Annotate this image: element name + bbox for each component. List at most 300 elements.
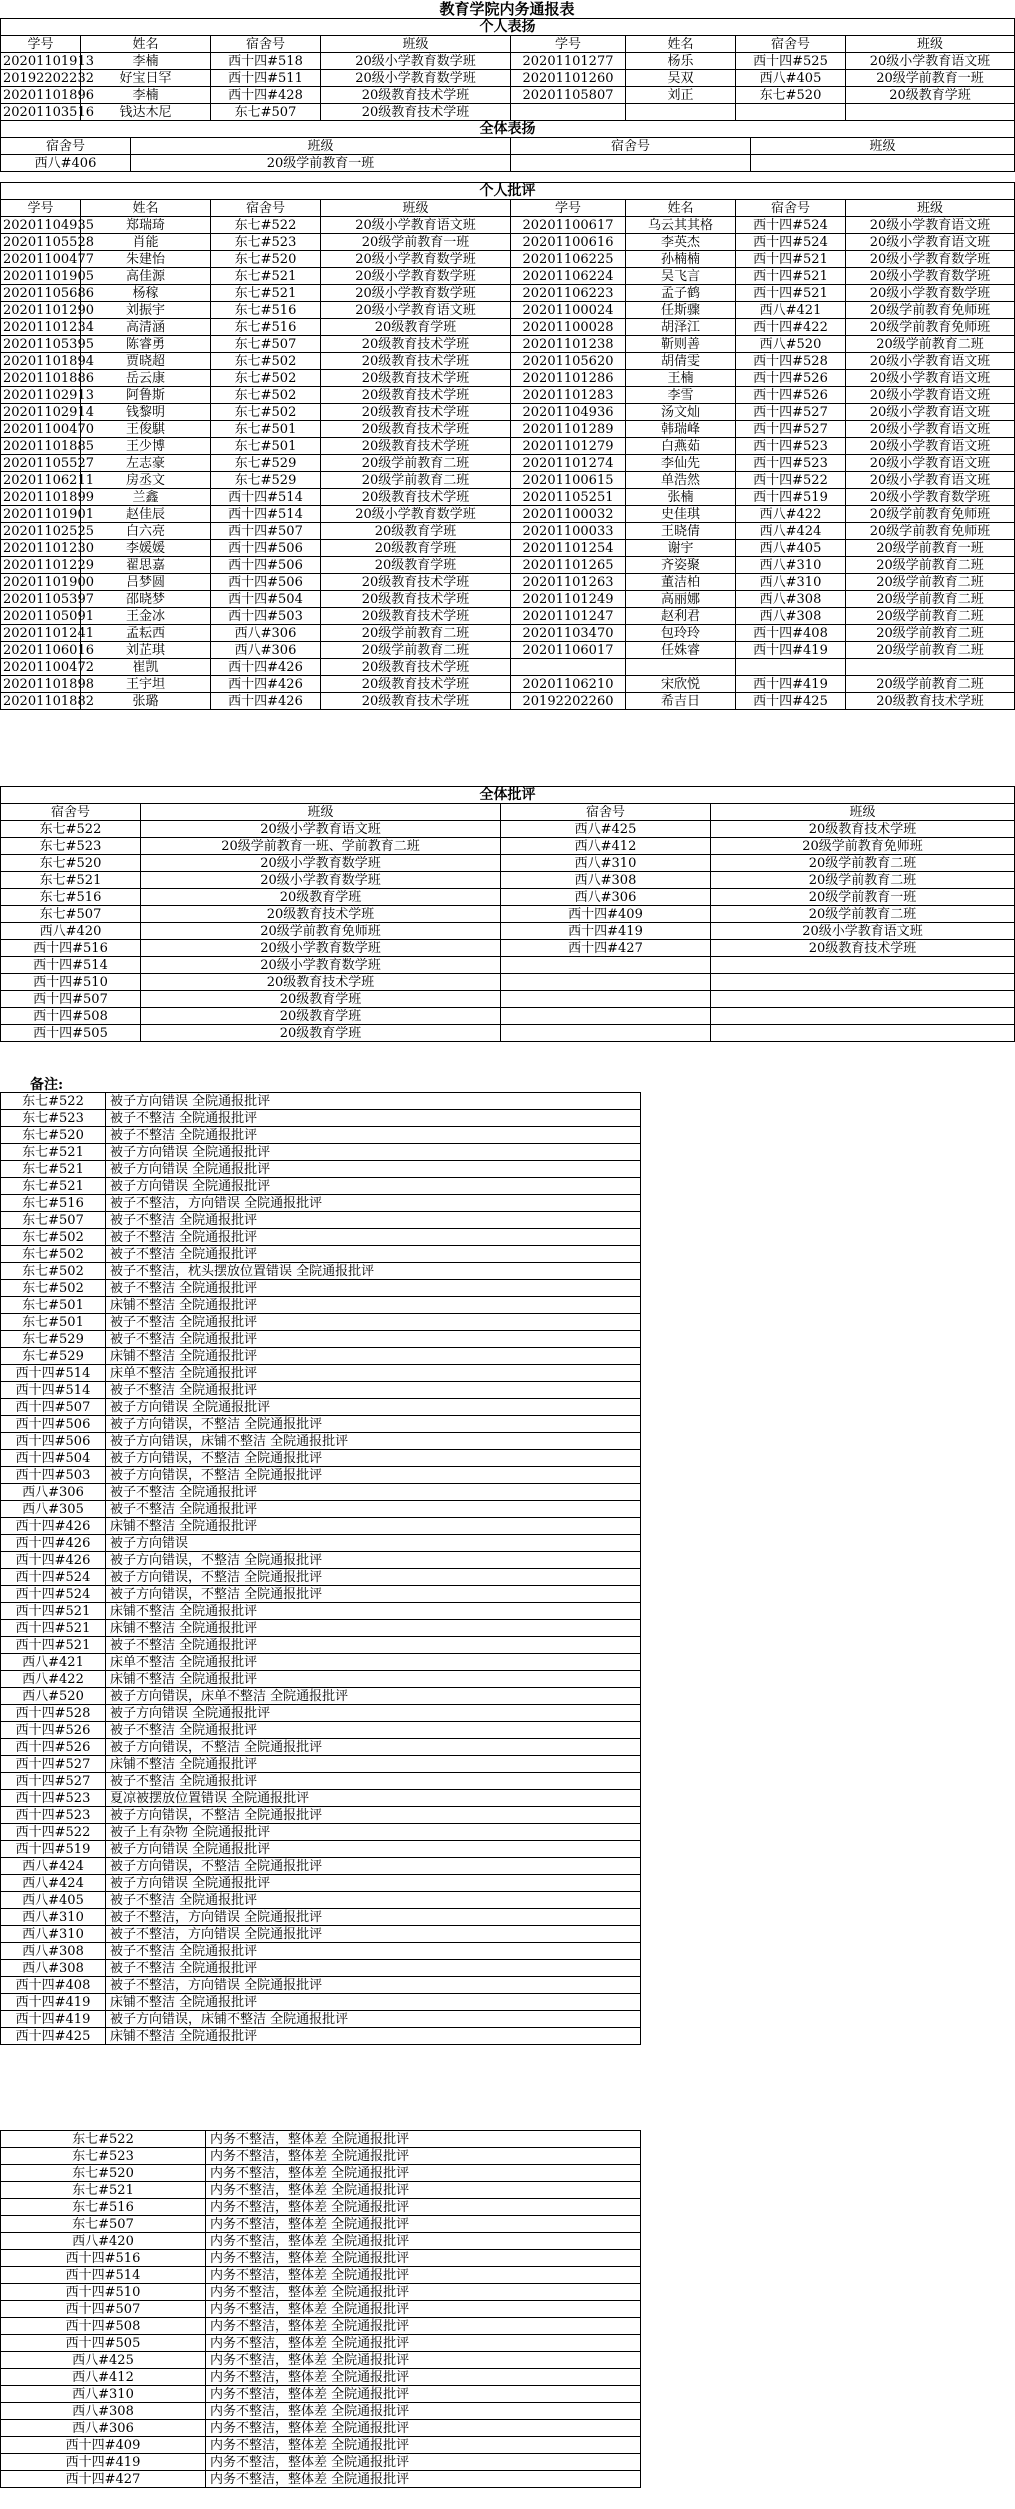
remark-cell: 被子方向错误，床单不整洁 全院通报批评 (106, 1688, 641, 1705)
class-cell: 20级小学教育数学班 (846, 251, 1015, 268)
dorm-cell: 东七#521 (1, 1178, 106, 1195)
dorm-cell: 西八#421 (736, 302, 846, 319)
table-row (1, 70, 1015, 87)
header-id: 学号 (1, 36, 81, 53)
student-name-cell: 钱黎明 (81, 404, 211, 421)
student-id-cell: 20201101896 (1, 87, 81, 104)
table-row (1, 940, 1015, 957)
header-class: 班级 (846, 36, 1015, 53)
dorm-cell: 东七#502 (211, 370, 321, 387)
table-row (1, 155, 1015, 172)
dorm-cell (501, 974, 711, 991)
dorm-cell (736, 104, 846, 121)
dorm-cell: 西十四#516 (1, 2250, 206, 2267)
table-row (1, 1195, 641, 1212)
table-row (1, 1722, 641, 1739)
table-body (1, 155, 1015, 172)
dorm-cell: 西十四#506 (211, 574, 321, 591)
remark-cell: 被子方向错误，不整洁 全院通报批评 (106, 1586, 641, 1603)
dorm-cell: 西十四#524 (736, 234, 846, 251)
student-id-cell: 20201100617 (511, 217, 626, 234)
dorm-cell: 东七#507 (1, 2216, 206, 2233)
student-id-cell: 20201105091 (1, 608, 81, 625)
dorm-cell: 东七#501 (211, 421, 321, 438)
header-id: 学号 (511, 200, 626, 217)
dorm-cell: 西十四#519 (1, 1841, 106, 1858)
remark-cell: 被子方向错误，床铺不整洁 全院通报批评 (106, 1433, 641, 1450)
student-id-cell: 20201101286 (511, 370, 626, 387)
dorm-cell: 西八#308 (501, 872, 711, 889)
dorm-cell: 西八#310 (1, 1926, 106, 1943)
class-cell: 20级教育技术学班 (321, 591, 511, 608)
student-id-cell: 20201100472 (1, 659, 81, 676)
class-cell: 20级教育技术学班 (321, 608, 511, 625)
table-row (1, 957, 1015, 974)
remark-cell: 被子方向错误，不整洁 全院通报批评 (106, 1552, 641, 1569)
remark-cell: 被子不整洁 全院通报批评 (106, 1229, 641, 1246)
class-cell: 20级学前教育二班 (711, 906, 1015, 923)
dorm-cell: 西八#308 (1, 2403, 206, 2420)
student-name-cell: 刘振宇 (81, 302, 211, 319)
header-id: 学号 (511, 36, 626, 53)
class-cell: 20级教育学班 (321, 523, 511, 540)
class-cell: 20级教育技术学班 (321, 659, 511, 676)
dorm-cell: 西八#422 (1, 1671, 106, 1688)
student-id-cell: 20201102913 (1, 387, 81, 404)
table-row (1, 1365, 641, 1382)
table-row (1, 1977, 641, 1994)
table-row (1, 1008, 1015, 1025)
student-id-cell: 20201101279 (511, 438, 626, 455)
dorm-cell: 东七#507 (1, 1212, 106, 1229)
dorm-cell: 西十四#514 (1, 2267, 206, 2284)
dorm-cell: 西十四#528 (736, 353, 846, 370)
class-cell: 20级小学教育语文班 (846, 421, 1015, 438)
student-id-cell: 20201101274 (511, 455, 626, 472)
section-title-all-praise: 全体表扬 (1, 121, 1015, 138)
student-id-cell: 20201101277 (511, 53, 626, 70)
student-name-cell: 郑瑞琦 (81, 217, 211, 234)
dorm-cell: 西十四#507 (211, 523, 321, 540)
class-cell (751, 155, 1015, 172)
dorm-cell: 西八#405 (736, 540, 846, 557)
student-id-cell: 20201101882 (1, 693, 81, 710)
remark-cell: 内务不整洁，整体差 全院通报批评 (206, 2165, 641, 2182)
dorm-cell: 西十四#510 (1, 2284, 206, 2301)
table-body (1, 1093, 641, 2045)
dorm-cell: 西十四#505 (1, 2335, 206, 2352)
dorm-cell: 西八#424 (1, 1875, 106, 1892)
dorm-cell: 东七#501 (1, 1297, 106, 1314)
remark-cell: 被子不整洁 全院通报批评 (106, 1943, 641, 1960)
dorm-cell (511, 155, 751, 172)
dorm-cell: 西十四#419 (1, 2011, 106, 2028)
header-dorm: 宿舍号 (211, 200, 321, 217)
remarks-table (0, 1092, 641, 2045)
table-row (1, 2369, 641, 2386)
table-row (1, 1926, 641, 1943)
dorm-cell: 西八#310 (736, 574, 846, 591)
header-name: 姓名 (81, 36, 211, 53)
dorm-cell: 东七#529 (1, 1348, 106, 1365)
table-row (1, 574, 1015, 591)
class-cell: 20级教育学班 (141, 1025, 501, 1042)
table-row (1, 2318, 641, 2335)
student-id-cell: 20201104936 (511, 404, 626, 421)
table-row (1, 693, 1015, 710)
dorm-cell: 西十四#514 (1, 957, 141, 974)
student-id-cell: 20201100032 (511, 506, 626, 523)
remark-cell: 内务不整洁，整体差 全院通报批评 (206, 2182, 641, 2199)
table-row (1, 2028, 641, 2045)
remark-cell: 被子不整洁 全院通报批评 (106, 1314, 641, 1331)
student-id-cell: 20201101263 (511, 574, 626, 591)
table-row (1, 1586, 641, 1603)
header-name: 姓名 (81, 200, 211, 217)
student-id-cell: 20201100033 (511, 523, 626, 540)
table-row (1, 2165, 641, 2182)
page-title: 教育学院内务通报表 (439, 0, 575, 18)
dorm-cell: 东七#523 (1, 1110, 106, 1127)
all-praise-table (0, 120, 1015, 172)
student-name-cell: 邵晓梦 (81, 591, 211, 608)
remark-cell: 内务不整洁，整体差 全院通报批评 (206, 2318, 641, 2335)
remark-cell: 内务不整洁，整体差 全院通报批评 (206, 2369, 641, 2386)
student-id-cell: 20201101894 (1, 353, 81, 370)
class-cell: 20级小学教育语文班 (711, 923, 1015, 940)
dorm-cell: 东七#522 (211, 217, 321, 234)
student-name-cell: 史佳琪 (626, 506, 736, 523)
class-cell: 20级教育学班 (141, 889, 501, 906)
table-row (1, 489, 1015, 506)
student-id-cell: 20201105620 (511, 353, 626, 370)
student-name-cell: 王宇坦 (81, 676, 211, 693)
dorm-cell: 东七#529 (1, 1331, 106, 1348)
student-name-cell: 肖能 (81, 234, 211, 251)
header-name: 姓名 (626, 200, 736, 217)
dorm-cell: 西十四#422 (736, 319, 846, 336)
dorm-cell (501, 991, 711, 1008)
dorm-cell: 西八#424 (736, 523, 846, 540)
dorm-cell: 西十四#521 (736, 285, 846, 302)
table-row (1, 319, 1015, 336)
student-name-cell: 李仙先 (626, 455, 736, 472)
remark-cell: 内务不整洁，整体差 全院通报批评 (206, 2284, 641, 2301)
remark-cell: 被子方向错误 全院通报批评 (106, 1144, 641, 1161)
dorm-cell: 东七#507 (1, 906, 141, 923)
dorm-cell: 西十四#528 (1, 1705, 106, 1722)
dorm-cell: 东七#521 (1, 1144, 106, 1161)
remark-cell: 内务不整洁，整体差 全院通报批评 (206, 2301, 641, 2318)
remark-cell: 被子不整洁 全院通报批评 (106, 1110, 641, 1127)
remark-cell: 被子方向错误，不整洁 全院通报批评 (106, 1467, 641, 1484)
remark-cell: 被子不整洁 全院通报批评 (106, 1280, 641, 1297)
student-id-cell: 20201101249 (511, 591, 626, 608)
class-cell: 20级教育学班 (321, 557, 511, 574)
table-row (1, 2199, 641, 2216)
remark-cell: 被子方向错误 全院通报批评 (106, 1705, 641, 1722)
class-cell: 20级教育学班 (321, 540, 511, 557)
dorm-cell: 西十四#522 (1, 1824, 106, 1841)
dorm-cell: 西十四#506 (211, 557, 321, 574)
class-cell: 20级学前教育一班 (321, 234, 511, 251)
table-row (1, 87, 1015, 104)
remark-cell: 内务不整洁，整体差 全院通报批评 (206, 2437, 641, 2454)
student-id-cell: 20201101238 (511, 336, 626, 353)
dorm-cell: 西十四#508 (1, 2318, 206, 2335)
dorm-cell: 西十四#521 (736, 251, 846, 268)
class-cell (711, 957, 1015, 974)
dorm-cell: 西八#306 (211, 642, 321, 659)
dorm-cell: 西十四#506 (1, 1416, 106, 1433)
table-row (1, 251, 1015, 268)
remark-cell: 床铺不整洁 全院通报批评 (106, 1603, 641, 1620)
class-cell: 20级教育技术学班 (321, 574, 511, 591)
dorm-cell: 东七#502 (1, 1280, 106, 1297)
table-row (1, 234, 1015, 251)
table-row (1, 1603, 641, 1620)
dorm-cell: 西十四#507 (1, 1399, 106, 1416)
class-cell: 20级教育学班 (141, 991, 501, 1008)
class-cell: 20级教育学班 (141, 1008, 501, 1025)
class-cell: 20级小学教育语文班 (846, 455, 1015, 472)
table-row (1, 302, 1015, 319)
remark-cell: 内务不整洁，整体差 全院通报批评 (206, 2199, 641, 2216)
student-id-cell: 20201101254 (511, 540, 626, 557)
class-cell: 20级教育技术学班 (321, 421, 511, 438)
class-cell: 20级小学教育数学班 (141, 855, 501, 872)
student-name-cell: 任斯骤 (626, 302, 736, 319)
table-row (1, 506, 1015, 523)
dorm-cell: 东七#520 (1, 2165, 206, 2182)
dorm-cell: 西八#306 (501, 889, 711, 906)
dorm-cell: 西十四#527 (1, 1773, 106, 1790)
table-row (1, 1467, 641, 1484)
student-name-cell: 王晓倩 (626, 523, 736, 540)
student-name-cell: 孙楠楠 (626, 251, 736, 268)
dorm-cell: 西十四#426 (1, 1518, 106, 1535)
class-cell: 20级小学教育数学班 (321, 268, 511, 285)
table-row (1, 1161, 641, 1178)
class-cell: 20级学前教育二班 (846, 336, 1015, 353)
remark-cell: 被子方向错误 (106, 1535, 641, 1552)
class-cell: 20级学前教育二班 (711, 872, 1015, 889)
dorm-cell: 东七#523 (211, 234, 321, 251)
dorm-cell: 西十四#523 (736, 438, 846, 455)
student-name-cell: 吴飞言 (626, 268, 736, 285)
dorm-cell: 东七#501 (211, 438, 321, 455)
dorm-cell: 西八#305 (1, 1501, 106, 1518)
student-name-cell: 张璐 (81, 693, 211, 710)
student-id-cell: 20201106016 (1, 642, 81, 659)
dorm-cell: 西八#308 (1, 1960, 106, 1977)
class-cell: 20级学前教育一班 (846, 70, 1015, 87)
dorm-cell: 西八#420 (1, 2233, 206, 2250)
section-title-individual-criticism: 个人批评 (1, 183, 1015, 200)
table-row (1, 1501, 641, 1518)
student-id-cell: 20201105807 (511, 87, 626, 104)
table-row (1, 455, 1015, 472)
student-id-cell: 20201101905 (1, 268, 81, 285)
table-row (1, 1280, 641, 1297)
table-row (1, 421, 1015, 438)
remark-cell: 被子不整洁 全院通报批评 (106, 1331, 641, 1348)
remark-cell: 床单不整洁 全院通报批评 (106, 1654, 641, 1671)
dorm-cell: 西十四#419 (501, 923, 711, 940)
table-row (1, 1705, 641, 1722)
remark-cell: 内务不整洁，整体差 全院通报批评 (206, 2471, 641, 2488)
table-row (1, 53, 1015, 70)
student-name-cell: 希吉日 (626, 693, 736, 710)
table-header-row (1, 200, 1015, 217)
dorm-cell: 西十四#527 (1, 1756, 106, 1773)
remark-cell: 被子不整洁 全院通报批评 (106, 1892, 641, 1909)
remark-cell: 被子方向错误 全院通报批评 (106, 1875, 641, 1892)
class-cell: 20级教育技术学班 (711, 821, 1015, 838)
class-cell: 20级学前教育二班 (846, 642, 1015, 659)
dorm-cell: 东七#523 (1, 838, 141, 855)
dorm-cell: 西十四#514 (211, 489, 321, 506)
student-name-cell: 崔凯 (81, 659, 211, 676)
student-id-cell: 20201102914 (1, 404, 81, 421)
dorm-cell: 西十四#516 (1, 940, 141, 957)
table-row (1, 1824, 641, 1841)
table-row (1, 1909, 641, 1926)
class-cell: 20级小学教育语文班 (321, 217, 511, 234)
remark-cell: 被子方向错误 全院通报批评 (106, 1399, 641, 1416)
table-row (1, 1212, 641, 1229)
student-name-cell: 白六亮 (81, 523, 211, 540)
table-header-row (1, 36, 1015, 53)
header-dorm: 宿舍号 (511, 138, 751, 155)
dorm-cell: 西十四#506 (1, 1433, 106, 1450)
dorm-cell: 西八#405 (1, 1892, 106, 1909)
table-row (1, 1790, 641, 1807)
dorm-cell: 西八#520 (1, 1688, 106, 1705)
remark-cell: 被子不整洁 全院通报批评 (106, 1484, 641, 1501)
table-row (1, 1569, 641, 1586)
dorm-cell: 西八#412 (501, 838, 711, 855)
class-cell: 20级小学教育语文班 (321, 302, 511, 319)
remark-cell: 被子方向错误，不整洁 全院通报批评 (106, 1416, 641, 1433)
class-cell: 20级小学教育数学班 (846, 285, 1015, 302)
dorm-cell: 西十四#526 (1, 1722, 106, 1739)
class-cell: 20级学前教育二班 (846, 557, 1015, 574)
table-row (1, 1093, 641, 1110)
remark-cell: 内务不整洁，整体差 全院通报批评 (206, 2131, 641, 2148)
student-name-cell: 贾晓超 (81, 353, 211, 370)
table-row (1, 104, 1015, 121)
dorm-cell: 西十四#419 (1, 2454, 206, 2471)
dorm-cell: 西十四#521 (1, 1637, 106, 1654)
dorm-cell: 西八#421 (1, 1654, 106, 1671)
dorm-cell: 西十四#409 (501, 906, 711, 923)
class-cell: 20级教育技术学班 (321, 104, 511, 121)
table-row (1, 991, 1015, 1008)
dorm-cell: 西八#405 (736, 70, 846, 87)
table-row (1, 1892, 641, 1909)
dorm-cell: 西十四#503 (211, 608, 321, 625)
class-cell: 20级小学教育数学班 (321, 53, 511, 70)
class-cell: 20级小学教育数学班 (846, 268, 1015, 285)
dorm-cell: 西八#306 (1, 1484, 106, 1501)
remark-cell: 被子不整洁 全院通报批评 (106, 1246, 641, 1263)
table-row (1, 2454, 641, 2471)
remark-cell: 被子方向错误 全院通报批评 (106, 1161, 641, 1178)
table-row (1, 1518, 641, 1535)
table-row (1, 1382, 641, 1399)
remark-cell: 被子不整洁 全院通报批评 (106, 1382, 641, 1399)
student-name-cell: 阿鲁斯 (81, 387, 211, 404)
student-name-cell: 李楠 (81, 87, 211, 104)
student-id-cell: 20201100616 (511, 234, 626, 251)
dorm-cell: 西十四#427 (501, 940, 711, 957)
class-cell: 20级小学教育数学班 (321, 251, 511, 268)
class-cell (711, 991, 1015, 1008)
class-cell: 20级学前教育二班 (321, 625, 511, 642)
remark-cell: 床铺不整洁 全院通报批评 (106, 1994, 641, 2011)
class-cell: 20级小学教育数学班 (141, 940, 501, 957)
table-row (1, 2233, 641, 2250)
student-id-cell: 20201105397 (1, 591, 81, 608)
dorm-cell: 东七#507 (211, 104, 321, 121)
student-id-cell: 20192202232 (1, 70, 81, 87)
remark-cell: 被子方向错误，不整洁 全院通报批评 (106, 1569, 641, 1586)
table-row (1, 838, 1015, 855)
student-name-cell: 乌云其其格 (626, 217, 736, 234)
class-cell (846, 659, 1015, 676)
table-row (1, 1331, 641, 1348)
class-cell (711, 1025, 1015, 1042)
remark-cell: 内务不整洁，整体差 全院通报批评 (206, 2335, 641, 2352)
dorm-cell: 东七#521 (1, 2182, 206, 2199)
dorm-cell: 西十四#510 (1, 974, 141, 991)
table-row (1, 1943, 641, 1960)
class-cell: 20级学前教育免师班 (711, 838, 1015, 855)
dorm-cell: 西八#406 (1, 155, 131, 172)
dorm-cell: 西十四#507 (1, 991, 141, 1008)
table-row (1, 1773, 641, 1790)
class-cell: 20级小学教育数学班 (141, 957, 501, 974)
dorm-cell: 西十四#428 (211, 87, 321, 104)
student-name-cell: 吕梦圆 (81, 574, 211, 591)
dorm-cell: 西八#310 (1, 2386, 206, 2403)
class-cell: 20级教育技术学班 (711, 940, 1015, 957)
student-id-cell: 20201106225 (511, 251, 626, 268)
student-name-cell: 王少博 (81, 438, 211, 455)
dorm-cell (501, 1025, 711, 1042)
remark-cell: 床单不整洁 全院通报批评 (106, 1365, 641, 1382)
table-row (1, 336, 1015, 353)
remark-cell: 被子方向错误，床铺不整洁 全院通报批评 (106, 2011, 641, 2028)
student-name-cell: 房丞文 (81, 472, 211, 489)
table-row (1, 1620, 641, 1637)
class-cell: 20级学前教育二班 (711, 855, 1015, 872)
student-name-cell: 钱达木尼 (81, 104, 211, 121)
dorm-cell: 西八#310 (736, 557, 846, 574)
student-name-cell: 杨稼 (81, 285, 211, 302)
class-cell: 20级教育学班 (846, 87, 1015, 104)
student-id-cell: 20201104935 (1, 217, 81, 234)
student-id-cell (511, 659, 626, 676)
dorm-cell: 西八#308 (736, 591, 846, 608)
dorm-cell: 东七#522 (1, 2131, 206, 2148)
dorm-cell: 东七#516 (211, 302, 321, 319)
dorm-cell: 东七#516 (1, 2199, 206, 2216)
table-row (1, 1229, 641, 1246)
table-row (1, 2148, 641, 2165)
dorm-cell: 东七#529 (211, 455, 321, 472)
